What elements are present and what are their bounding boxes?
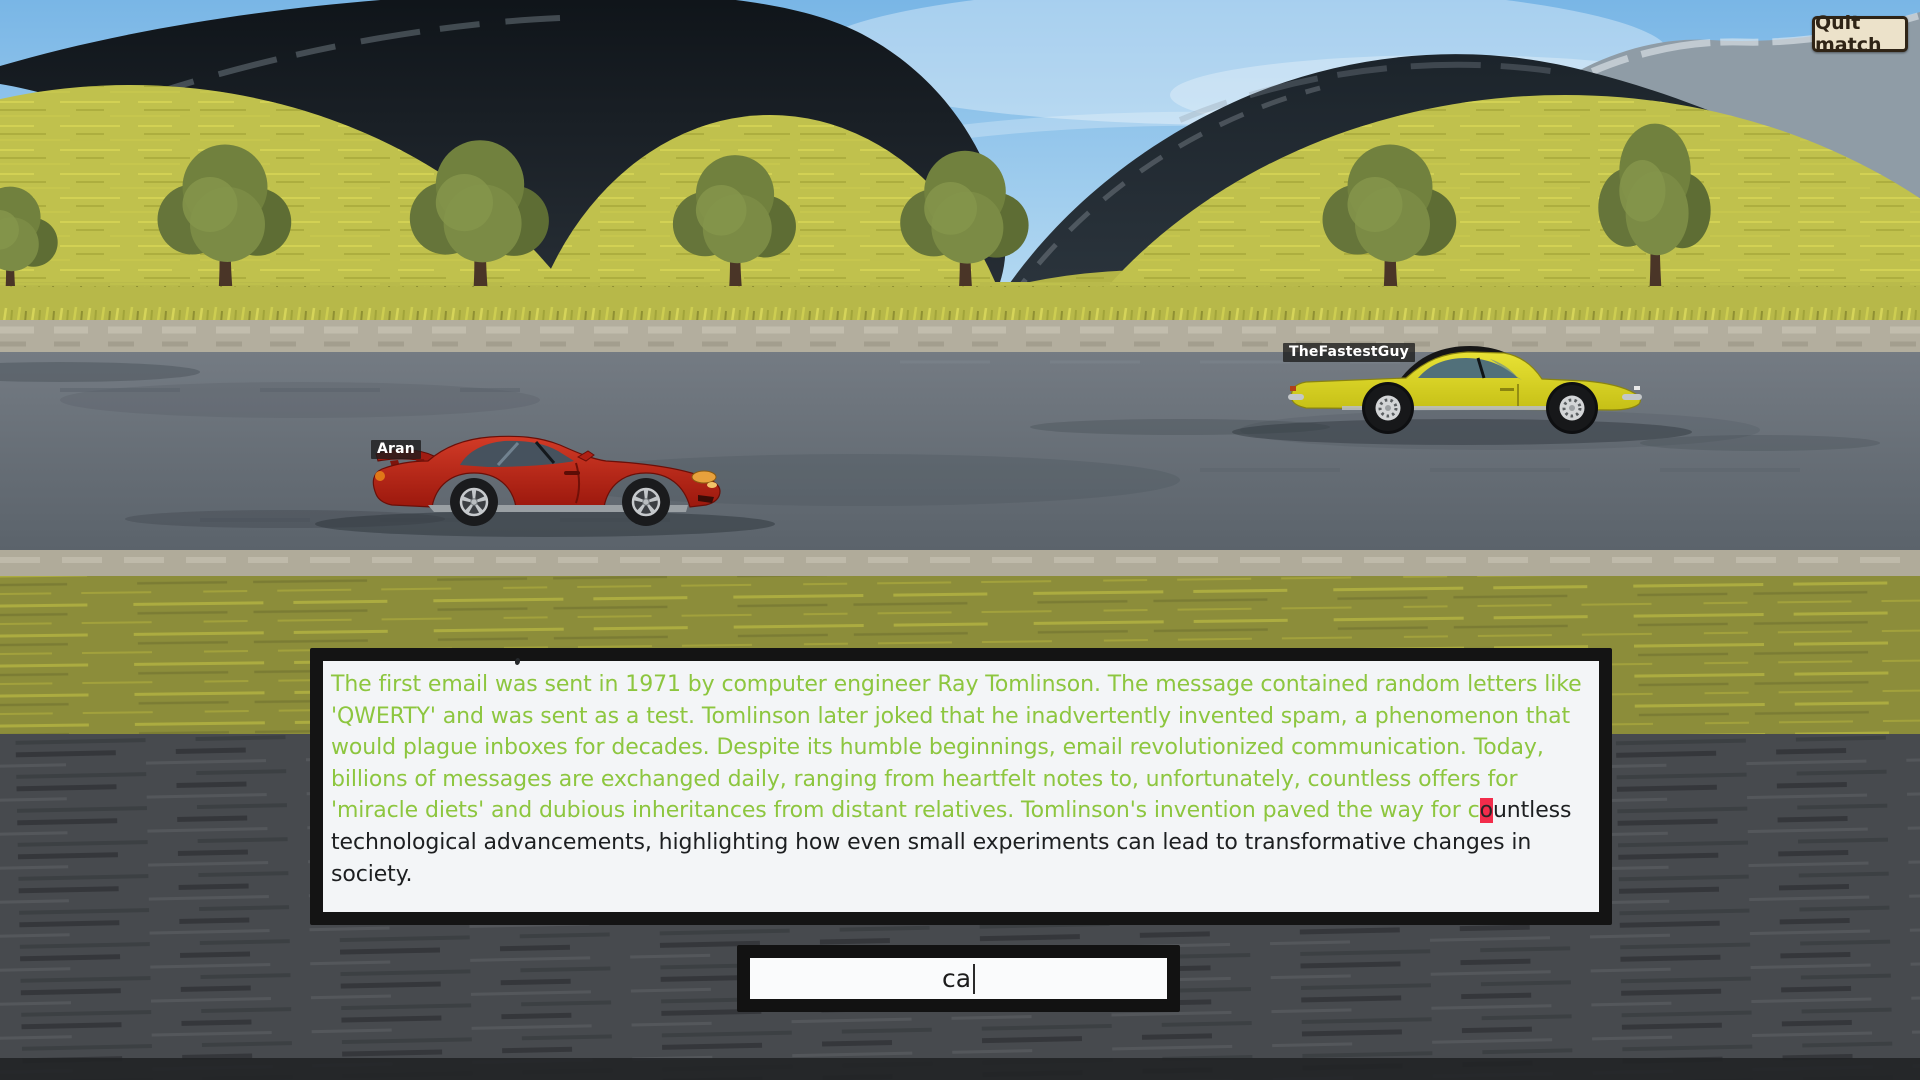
wheel [622, 478, 670, 526]
quit-match-label: Quit match [1815, 12, 1882, 56]
opponent-name: TheFastestGuy [1289, 344, 1409, 360]
player-name: Aran [377, 441, 415, 457]
current-char-highlight: o [1479, 798, 1493, 824]
wheel [1362, 382, 1414, 434]
text-caret [973, 964, 975, 994]
typed-text: The first email was sent in 1971 by computer engineer Ray Tomlinson. The message contained random letters like 'QWERTY' and was sent as a test. Tomlinson later joked that he inadvertently invented spam, a phenomenon that would plague inboxes for decades. Despite its humble beginnings, email revolutionized communication. Today, billions of messages are exchanged daily, ranging from heartfelt notes to, unfortunately, countless offers for 'miracle diets' and dubious inheritances from distant relatives. Tomlinson's invention paved the way for c [331, 672, 1582, 824]
remaining-text: untless technological advancements, highlighting how even small experiments can lead to transformative changes in society. [331, 798, 1572, 887]
typing-input-value: ca [941, 964, 972, 993]
player-name-label [371, 440, 421, 459]
typing-input[interactable] [737, 945, 1180, 1012]
passage-panel [310, 648, 1612, 925]
wheel [1546, 382, 1598, 434]
quit-match-button[interactable] [1812, 12, 1908, 56]
car-shadow-smear [1030, 419, 1330, 435]
opponent-name-label [1283, 343, 1415, 362]
wheel [450, 478, 498, 526]
grass-verge [0, 286, 1920, 322]
